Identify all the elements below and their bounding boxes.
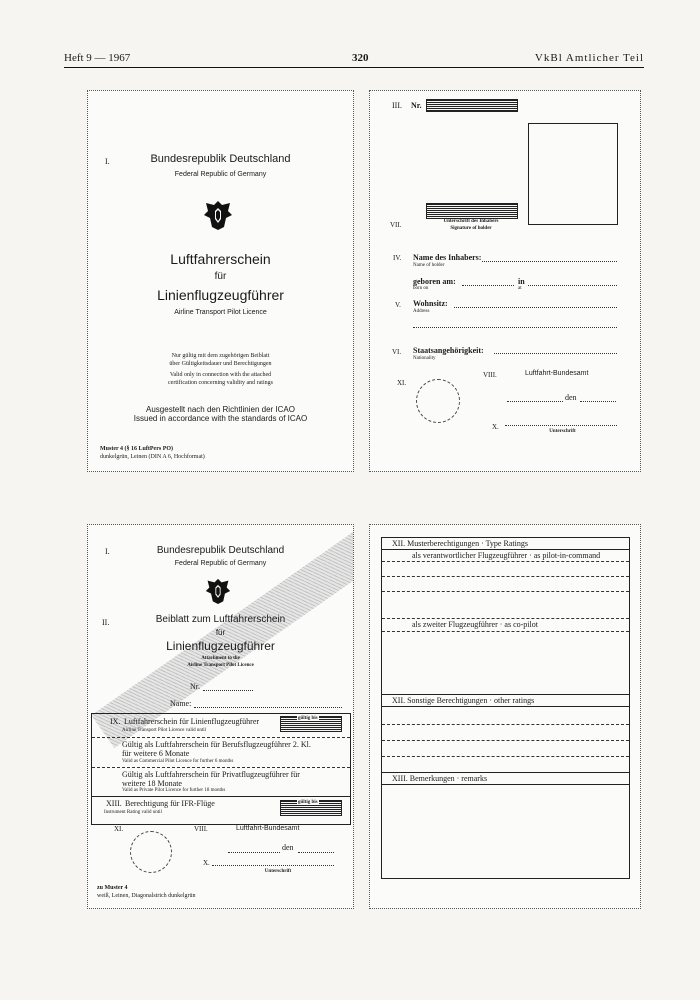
country-name-de: Bundesrepublik Deutschland — [156, 545, 285, 556]
date-label: den — [565, 393, 577, 402]
section-roman-x: X. — [492, 423, 499, 431]
atpl-validity-de: Luftfahrerschein für Linienflugzeugführer — [124, 717, 260, 726]
validity-note-3: Valid only in connection with the attached — [169, 372, 272, 378]
birth-place-label: in — [518, 277, 525, 286]
signature-caption: Unterschrift — [264, 869, 292, 874]
ppl-validity-en: Valid as Private Pilot Licence for further 18 months — [122, 788, 226, 793]
birth-date-label: geboren am: — [413, 277, 456, 286]
holder-name-label-en: Name of holder — [413, 263, 445, 268]
address-line-1[interactable] — [454, 307, 617, 308]
rating-line[interactable] — [382, 631, 629, 632]
attachment-title-1: Beiblatt zum Luftfahrerschein — [155, 614, 286, 625]
authority-name: Luftfahrt-Bundesamt — [525, 370, 589, 377]
attachment-title-en-1: Attachment to the — [201, 656, 240, 661]
number-line[interactable] — [203, 690, 253, 691]
remarks-header: XIII. Bemerkungen · remarks — [392, 774, 488, 783]
rating-line[interactable] — [382, 576, 629, 577]
licence-inner-panel — [369, 90, 641, 472]
nationality-line[interactable] — [494, 353, 617, 354]
header-rule — [382, 706, 629, 707]
section-roman-x: X. — [203, 859, 210, 867]
licence-title-2: für — [214, 271, 227, 282]
issue-date-line[interactable] — [580, 401, 616, 402]
section-roman-ix: IX. — [110, 717, 121, 726]
attachment-title-3: Linienflugzeugführer — [166, 639, 275, 653]
valid-until-label: gültig bis — [298, 800, 318, 805]
licence-title-3: Linienflugzeugführer — [157, 287, 284, 303]
form-reference: Muster 4 (§ 16 LuftPers PO) — [100, 446, 174, 452]
licence-front-panel — [87, 90, 354, 472]
cpl-validity-en: Valid as Commercial Pilot Licence for further 6 months — [122, 759, 234, 764]
birth-date-label-en: born on — [413, 286, 429, 291]
row-divider — [92, 767, 350, 768]
section-roman-i: I. — [105, 547, 110, 556]
official-signature-line[interactable] — [212, 865, 334, 866]
page-header — [64, 52, 644, 68]
section-roman-ii: II. — [102, 618, 110, 627]
section-roman-iv: IV. — [393, 254, 402, 262]
header-rule — [382, 784, 629, 785]
country-name-en: Federal Republic of Germany — [174, 171, 267, 178]
date-label: den — [282, 843, 294, 852]
row-divider — [92, 737, 350, 738]
federal-eagle-emblem — [205, 577, 231, 605]
address-label: Wohnsitz: — [413, 299, 448, 308]
rating-line[interactable] — [382, 724, 629, 725]
rating-line[interactable] — [382, 756, 629, 757]
holder-signature-label-de: Unterschrift des Inhabers — [443, 219, 499, 224]
section-roman-xi: XI. — [397, 379, 407, 387]
pilot-in-command-label: als verantwortlicher Flugzeugführer · as pilot-in-command — [412, 551, 601, 560]
official-seal-circle — [416, 379, 460, 423]
holder-name-label: Name des Inhabers: — [413, 253, 482, 262]
ifr-rating-de: Berechtigung für IFR-Flüge — [125, 799, 215, 808]
issued-note-de: Ausgestellt nach den Richtlinien der ICAO — [146, 405, 295, 414]
cpl-validity-de-1: Gültig als Luftfahrerschein für Berufsflugzeugführer 2. Kl. — [122, 740, 311, 749]
federal-eagle-emblem — [203, 199, 233, 231]
section-roman-viii: VIII. — [194, 825, 208, 833]
country-name-en: Federal Republic of Germany — [174, 560, 267, 567]
nationality-label-en: Nationality — [413, 356, 436, 361]
licence-title-en: Airline Transport Pilot Licence — [174, 309, 267, 316]
header-rule — [64, 67, 644, 68]
rating-line[interactable] — [382, 591, 629, 592]
co-pilot-label: als zweiter Flugzeugführer · as co-pilot — [412, 620, 538, 629]
section-roman-viii: VIII. — [483, 371, 497, 379]
validity-note-1: Nur gültig mit dem zugehörigen Beiblatt — [171, 353, 270, 359]
type-ratings-header: XII. Musterberechtigungen · Type Ratings — [392, 539, 528, 548]
row-divider — [92, 796, 350, 797]
issue-place-line[interactable] — [228, 852, 280, 853]
other-ratings-header: XII. Sonstige Berechtigungen · other ratings — [392, 696, 535, 705]
ppl-validity-de-2: weitere 18 Monate — [122, 779, 182, 788]
issue-date-line[interactable] — [298, 852, 334, 853]
official-seal-circle — [130, 831, 172, 873]
attachment-title-2: für — [215, 628, 226, 637]
holder-signature-field — [426, 203, 518, 219]
number-field-redacted — [426, 99, 518, 112]
validity-note-2: über Gültigkeitsdauer und Berechtigungen — [169, 361, 272, 367]
official-signature-line[interactable] — [505, 425, 617, 426]
section-roman-vi: VI. — [392, 348, 402, 356]
number-label: Nr. — [411, 101, 422, 110]
journal-name: VkBl Amtlicher Teil — [534, 52, 644, 64]
country-name-de: Bundesrepublik Deutschland — [150, 153, 291, 165]
header-rule — [382, 549, 629, 550]
number-label: Nr. — [190, 682, 200, 691]
validity-table — [91, 713, 351, 825]
ratings-panel — [369, 524, 641, 909]
issue-place-line[interactable] — [507, 401, 563, 402]
issued-note-en: Issued in accordance with the standards of ICAO — [133, 414, 308, 423]
section-rule — [382, 772, 629, 773]
page-number: 320 — [352, 52, 369, 64]
form-reference: zu Muster 4 — [97, 885, 128, 891]
cpl-validity-de-2: für weitere 6 Monate — [122, 749, 190, 758]
section-roman-v: V. — [395, 301, 401, 309]
nationality-label: Staatsangehörigkeit: — [413, 346, 484, 355]
atpl-validity-en: Airline Transport Pilot Licence valid until — [122, 728, 207, 733]
holder-signature-label-en: Signature of holder — [450, 226, 492, 231]
birth-place-line[interactable] — [528, 285, 617, 286]
section-roman-xiii: XIII. — [106, 799, 122, 808]
photo-box — [528, 123, 618, 225]
section-roman-iii: III. — [392, 101, 402, 110]
section-rule — [382, 694, 629, 695]
holder-name-line[interactable] — [482, 261, 617, 262]
attachment-title-en-2: Airline Transport Pilot Licence — [187, 663, 254, 668]
rating-line[interactable] — [382, 561, 629, 562]
rating-line[interactable] — [382, 740, 629, 741]
name-line[interactable] — [194, 707, 342, 708]
address-line-2[interactable] — [413, 327, 617, 328]
section-roman-i: I. — [105, 157, 110, 166]
signature-caption: Unterschrift — [549, 429, 576, 434]
valid-until-label: gültig bis — [298, 716, 318, 721]
birth-date-line[interactable] — [462, 285, 514, 286]
name-label: Name: — [170, 699, 192, 708]
issue-label: Heft 9 — 1967 — [64, 52, 131, 64]
licence-title-1: Luftfahrerschein — [170, 251, 271, 267]
validity-note-4: certification concerning validity and ratings — [168, 380, 273, 386]
form-material: dunkelgrün, Leinen (DIN A 6, Hochformat) — [100, 454, 205, 460]
ifr-rating-en: Instrument Rating valid until — [104, 810, 162, 815]
attachment-panel — [87, 524, 354, 909]
authority-name: Luftfahrt-Bundesamt — [236, 825, 300, 832]
form-material: weiß, Leinen, Diagonalstrich dunkelgrün — [97, 893, 196, 899]
section-roman-vii: VII. — [390, 221, 402, 229]
section-roman-xi: XI. — [114, 825, 124, 833]
birth-place-label-en: at — [518, 286, 522, 291]
ppl-validity-de-1: Gültig als Luftfahrerschein für Privatflugzeugführer für — [122, 770, 300, 779]
rating-line[interactable] — [382, 618, 629, 619]
address-label-en: Address — [413, 309, 430, 314]
ratings-frame — [381, 537, 630, 879]
